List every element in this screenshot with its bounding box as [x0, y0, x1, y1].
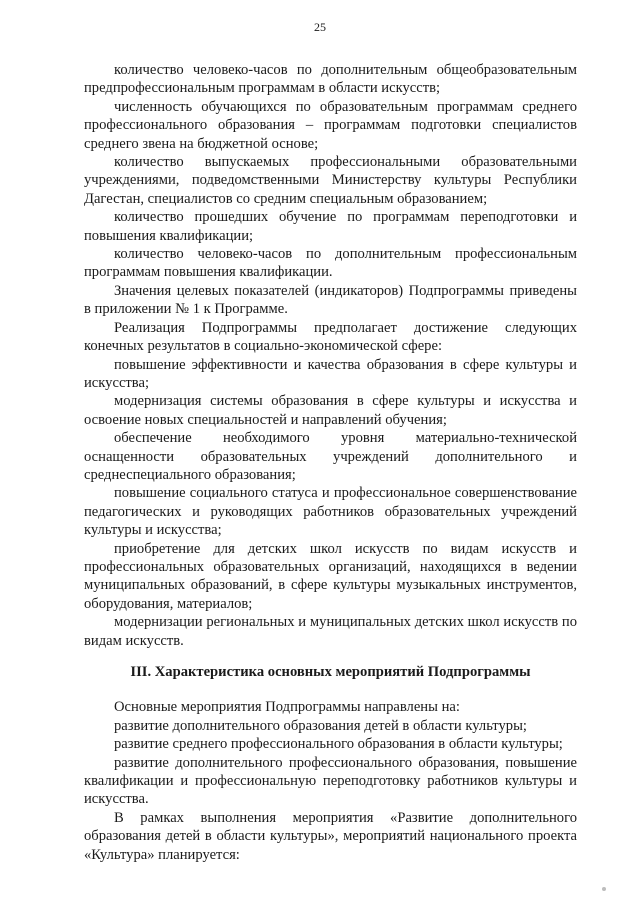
paragraph: количество человеко-часов по дополнительным общеобразовательным предпрофессиональным программам в области искусств;: [84, 62, 577, 97]
paragraph: Реализация Подпрограммы предполагает достижение следующих конечных результатов в социально-экономической сфере:: [84, 319, 577, 355]
paragraph: количество прошедших обучение по программам переподготовки и повышения квалификации;: [84, 209, 577, 244]
scan-speck: [602, 887, 606, 891]
document-body: [84, 61, 577, 864]
paragraph: Значения целевых показателей (индикаторов) Подпрограммы приведены в приложении № 1 к Программе.: [84, 282, 577, 318]
paragraph: повышение эффективности и качества образования в сфере культуры и искусства;: [84, 356, 577, 391]
page-number: 25: [314, 20, 326, 34]
paragraph: количество человеко-часов по дополнительным профессиональным программам повышения квалификации.: [84, 246, 577, 281]
paragraph: численность обучающихся по образовательным программам среднего профессионального образования – программам подготовки специалистов среднего звена на бюджетной основе;: [84, 98, 577, 152]
paragraph: повышение социального статуса и профессиональное совершенствование педагогических и руководящих работников образовательных учреждений культуры и искусства;: [84, 485, 577, 539]
paragraph: развитие среднего профессионального образования в области культуры;: [114, 736, 563, 753]
paragraph: модернизация системы образования в сфере культуры и искусства и освоение новых специальностей и направлений обучения;: [84, 393, 577, 428]
paragraph: В рамках выполнения мероприятия «Развитие дополнительного образования детей в области культуры», мероприятий национального проекта «Культура» планируется:: [84, 809, 577, 863]
paragraph: Основные мероприятия Подпрограммы направлены на:: [114, 699, 460, 716]
paragraph: модернизации региональных и муниципальных детских школ искусств по видам искусств.: [84, 614, 577, 649]
paragraph: обеспечение необходимого уровня материально-технической оснащенности образовательных учреждений дополнительного и среднеспециального образования;: [84, 430, 577, 483]
paragraph: развитие дополнительного образования детей в области культуры;: [114, 717, 527, 734]
paragraph: количество выпускаемых профессиональными образовательными учреждениями, подведомственными Министерству культуры Республики Дагестан, специалистов со средним специальным образованием;: [84, 154, 577, 207]
paragraph: приобретение для детских школ искусств по видам искусств и профессиональных образовательных организаций, находящихся в ведении муниципальных образований, в сфере культуры музыкальных инструментов, оборудования, материалов;: [84, 540, 577, 612]
section-heading: III. Характеристика основных мероприятий Подпрограммы: [130, 664, 531, 680]
paragraph: развитие дополнительного профессионального образования, повышение квалификации и профессиональную переподготовку работников культуры и искусства.: [84, 754, 577, 808]
